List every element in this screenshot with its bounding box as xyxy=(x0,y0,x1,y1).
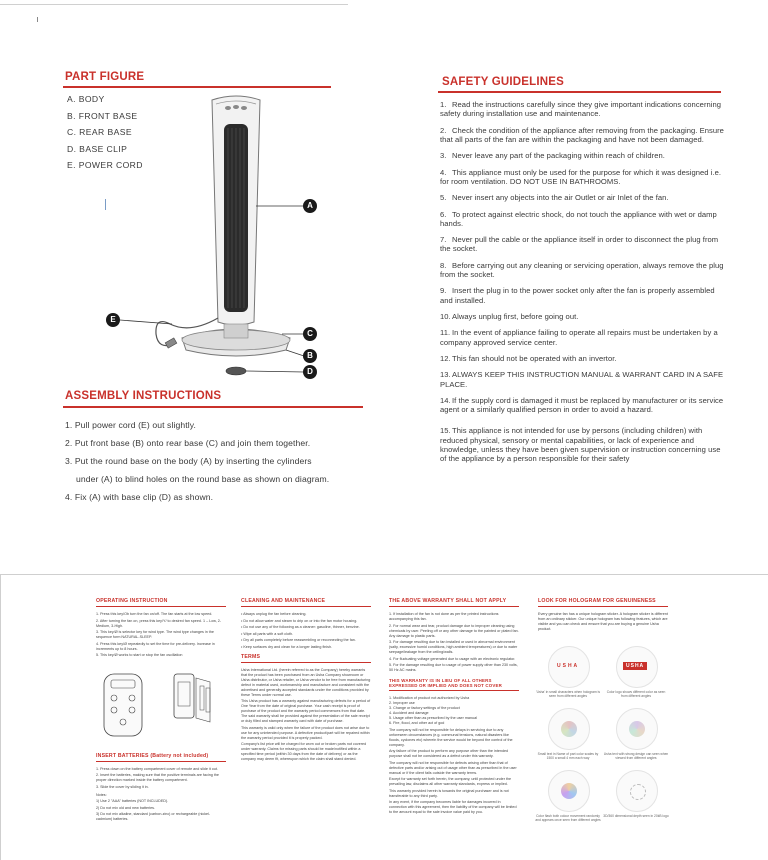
warranty-line: 5. For the damage resulting due to usage of power supply other than 230 volts, 50 Hz AC mains. xyxy=(389,663,518,672)
safety-item: 1. Read the instructions carefully since they give important indications concerning safety during installation use and maintenance. xyxy=(440,100,722,119)
assembly-step: 4. Fix (A) with base clip (D) as shown. xyxy=(65,492,214,502)
lieu-line: The company will not be responsible for delays in servicing due to any unforeseen circumstances (e.g. communal tensions, natural disasters like floods, cyclones etc) wherein the service would be beyond the control of the company. xyxy=(389,727,513,747)
bottom-page-frame xyxy=(0,574,768,575)
safety-item: 10.Always unplug first, before going out. xyxy=(440,311,579,321)
battery-line: Notes: xyxy=(96,792,107,797)
hologram-sample-1 xyxy=(548,646,590,688)
operating-line: 3. This key/Ø is selector key for wind type. The wind type changes in the sequence form NATURAL-SLEEP. xyxy=(96,630,214,639)
hologram-caption: Small text in Name of part color scales by 1500 a small 4 mm each way xyxy=(537,752,599,761)
safety-item: 13.ALWAYS KEEP THIS INSTRUCTION MANUAL & WARRANT CARD IN A SAFE PLACE. xyxy=(440,370,724,389)
cleaning-column xyxy=(241,598,371,764)
remote-control-illustration xyxy=(96,670,226,746)
lieu-line: 5. Usage other than as prescribed by the user manual xyxy=(389,716,477,720)
terms-para: Usha International Ltd. (herein referred to as the Company) hereby warrants that the product has been purchased from an Usha Company showroom or Usha distributor, or Usha retailer, or Usha vendor to be free from manufacturing defect in material used, workmanship and manufacture and consistent with the advertised and generally accepted standards under the conditions provided by these Terms under normal use. xyxy=(241,667,371,697)
safety-item: 12.This fan should not be operated with an invertor. xyxy=(440,353,617,363)
battery-line: 3. Slide the cover by sliding it in. xyxy=(96,784,149,789)
terms-para: This warranty is valid only when the failure of the product does not arise due to use for any unintended purpose. A defective product/part will be repaired within the warranty period provided it is properly packed. xyxy=(241,725,370,740)
assembly-step: under (A) to blind holes on the round base as shown on diagram. xyxy=(76,474,330,484)
assembly-step: 2. Put front base (B) onto rear base (C) and join them together. xyxy=(65,438,311,448)
cleaning-title: CLEANING AND MAINTENANCE xyxy=(241,598,326,604)
callout-e: E xyxy=(106,313,120,327)
warranty-column xyxy=(389,598,519,817)
cleaning-line: • Do not use any of the following as a cleaner: gasoline, thinner, benzine. xyxy=(241,625,360,629)
battery-line: 1) Use 2 "AAA" batteries (NOT INCLUDED). xyxy=(96,799,169,803)
safety-title: SAFETY GUIDELINES xyxy=(442,76,565,88)
callout-b: B xyxy=(303,349,317,363)
safety-item: 3. Never leave any part of the packaging within reach of children. xyxy=(440,151,665,161)
hologram-caption: Color flash both colour movement randomly and appears once seen from different angles xyxy=(535,814,601,823)
assembly-title: ASSEMBLY INSTRUCTIONS xyxy=(65,390,222,402)
callout-c: C xyxy=(303,327,317,341)
terms-para: Company's list price will be charged for worn out or broken parts not covered under warranty. Claims for missing parts should be made/notified within a specified time period (within 30 days from the date of delivery) or as the company may deem fit, whereupon which the claim shall stand denied. xyxy=(241,742,367,761)
lieu-line: 1. Modification of product not authorized by Usha xyxy=(389,696,470,700)
tower-fan-illustration xyxy=(100,88,330,378)
cleaning-line: • Keep surfaces dry and clean for a longer lasting finish. xyxy=(241,644,333,649)
operating-line: 4. Press this key/Ø repeatedly to set the time for pre-delivery. Increase in increments up to 8 hours. xyxy=(96,641,215,651)
warranty-lieu-title: THIS WARRANTY IS IN LIEU OF ALL OTHERS EXPRESSED OR IMPLIED AND DOES NOT COVER xyxy=(389,678,503,688)
operating-line: 1. Press this key/Ob turn the fan on/off. The fan starts at the low speed. xyxy=(96,612,213,616)
lieu-line: Any failure of the product to perform any purpose other than the intended purpose shall not be considered as a defect under this warranty. xyxy=(389,749,509,758)
terms-title: TERMS xyxy=(241,653,261,660)
part-item: C. REAR BASE xyxy=(67,127,132,138)
lieu-line: 3. Change or factory settings of the product xyxy=(389,706,460,710)
safety-item: 4. This appliance must only be used for the purpose for which it was designed i.e. for room ventilation. DO NOT USE IN BATHROOMS. xyxy=(440,167,722,186)
assembly-step: 3. Put the round base on the body (A) by inserting the cylinders xyxy=(65,456,312,466)
lieu-line: This warranty provided herein is towards the original purchaser and is not transferable to any third party. xyxy=(389,788,509,798)
bottom-page-frame-left xyxy=(0,574,1,860)
battery-line: 2. Insert the batteries, making sure that the positive terminals are facing the proper direction marked inside the battery compartment. xyxy=(96,773,219,782)
cleaning-line: • Wipe all parts with a soft cloth. xyxy=(241,631,294,636)
lieu-line: Except for warranty set forth herein, the company, until protected under the prevailing law, disclaims all other warranty standards, express or implied. xyxy=(389,777,512,786)
part-figure-title: PART FIGURE xyxy=(65,71,145,83)
hologram-title: LOOK FOR HOLOGRAM FOR GENUINENESS xyxy=(538,598,656,604)
warranty-line: 3. For damage resulting due to fan installed or used in abnormal environment (salty, excessive humid conditions, high ambient temperatures) or due to water seepage/leakage from the ceiling/walls. xyxy=(389,640,518,654)
hologram-logo: USHA xyxy=(557,663,580,669)
safety-item: 6. To protect against electric shock, do not touch the appliance with wet or damp hands. xyxy=(440,209,717,228)
cleaning-line: • Always unplug the fan before cleaning. xyxy=(241,612,307,616)
terms-para: This Usha product has a warranty against manufacturing defects for a period of One Year from the date of original purchase. Your cash receipt is proof of purchase of the product and the warranty period commences from that date. The said warranty shall be provided against the presentation of the sale receipt or duly filled and stamped warranty card with date of purchase. xyxy=(241,699,371,723)
battery-line: 1. Press down on the battery compartment cover of remote and slide it out. xyxy=(96,766,218,771)
hologram-sample-4 xyxy=(616,708,658,750)
page-mark xyxy=(37,17,38,22)
safety-item: 15.This appliance is not intended for use by persons (including children) with reduced physical, sensory or mental capabilities, or lack of experience and knowledge, unless they have been given supervision or instruction concerning use of the appliance by a person responsible for their safety xyxy=(440,426,721,463)
warranty-line: 2. For normal wear and tear, product damage due to improper cleaning using chemicals by user. Peeling off or any other damage to the painted or plated fan. Any damage to plastic parts. xyxy=(389,623,519,638)
hologram-sample-2 xyxy=(616,646,658,688)
operating-column xyxy=(96,598,226,824)
part-item: B. FRONT BASE xyxy=(67,110,138,121)
safety-item: 8. Before carrying out any cleaning or servicing operation, always remove the plug from the socket. xyxy=(440,260,724,279)
safety-underline xyxy=(438,91,721,93)
safety-list xyxy=(440,100,725,470)
hologram-caption: Usha text with strong design can seen when viewed from different angles xyxy=(603,752,669,761)
operating-line: 2. After turning the fan on, press this key/Y/ to desired fan speed. 1 – Low, 2-Medium, 3-High. xyxy=(96,618,222,628)
battery-line: 3) Do not mix alkaline, standard (carbon-zinc) or rechargeable (nickel-cadmium) batteries. xyxy=(96,812,211,821)
warranty-line: 1. If installation of the fan is not done as per the printed instructions accompanying this fan. xyxy=(389,612,499,621)
operating-line: 5. This key/Ø works to start or stop the fan oscillation xyxy=(96,653,183,657)
safety-item: 11. In the event of appliance failing to operate all repairs must be undertaken by a company approved service center. xyxy=(440,328,718,347)
operating-title: OPERATING INSTRUCTION xyxy=(96,598,168,604)
hologram-logo: USHA xyxy=(623,662,647,670)
safety-item: 2. Check the condition of the appliance after removing from the packaging. Ensure that all parts of the fan are within the packaging and have not been damaged. xyxy=(440,125,724,144)
cleaning-line: • Do not allow water and steam to drip on or into the fan motor housing. xyxy=(241,618,358,623)
hologram-sample-6 xyxy=(616,770,658,812)
lieu-line: 2. Improper use xyxy=(389,701,415,705)
hologram-sample-5 xyxy=(548,770,590,812)
assembly-steps xyxy=(65,416,329,506)
callout-a: A xyxy=(303,199,317,213)
battery-line: 2) Do not mix old and new batteries. xyxy=(96,805,156,810)
callout-d: D xyxy=(303,365,317,379)
part-item: E. POWER CORD xyxy=(67,160,143,171)
lieu-line: 4. Accident and damage xyxy=(389,711,429,715)
safety-item: 14.If the supply cord is damaged it must be replaced by manufacturer or its service agent or a similarly qualified person in order to avoid a hazard. xyxy=(440,395,724,415)
assembly-step: 1. Pull power cord (E) out slightly. xyxy=(65,420,196,430)
hologram-intro: Every genuine fan has a unique hologram sticker. A hologram sticker is different from an ordinary sticker. Our unique hologram has following features, which are visible and you can check and ensure that you are buying a genuine Usha product. xyxy=(538,612,668,631)
safety-item: 9. Insert the plug in to the power socket only after the fan is properly assembled and installed. xyxy=(440,286,715,305)
hologram-caption: Color logo shows different color as seen from different angles xyxy=(606,690,666,699)
part-item: D. BASE CLIP xyxy=(67,143,128,154)
lieu-line: The company will not be responsible for defects arising other than that of defective parts and/or arising out of usage other than as prescribed in the user manual or if the client fails outside the warranty terms. xyxy=(389,760,517,775)
part-item: A. BODY xyxy=(67,94,105,104)
lieu-line: 6. Fire, flood, and other act of god xyxy=(389,721,445,725)
safety-item: 7. Never pull the cable or the appliance itself in order to disconnect the plug from the socket. xyxy=(440,235,719,254)
batteries-title: INSERT BATTERIES (Battery not included) xyxy=(96,752,209,759)
hologram-caption: 'Usha' in small characters when hologram is seen from different angles xyxy=(535,690,601,699)
lieu-line: In any event, if the company becomes liable for damages incurred in connection with this agreement, then the liability of the company will be limited to the amount equal to the sale invoice value paid by you. xyxy=(389,800,517,814)
assembly-underline xyxy=(63,406,363,408)
cleaning-line: • Dry all parts completely before reassembling or reconnecting the fan. xyxy=(241,638,356,642)
top-rule-right xyxy=(0,4,348,5)
fan-base-clip xyxy=(226,367,246,375)
hologram-sample-3 xyxy=(548,708,590,750)
safety-item: 5. Never insert any objects into the air Outlet or air Inlet of the fan. xyxy=(440,193,669,203)
warranty-line: 4. For fluctuating voltage generated due to usage with an electronic regulator. xyxy=(389,656,516,661)
hologram-column xyxy=(538,598,668,634)
hologram-caption: 3D/360 dimensional depth seen in 20kB logo xyxy=(603,814,669,818)
warranty-title: THE ABOVE WARRANTY SHALL NOT APPLY xyxy=(389,598,507,604)
bottom-page xyxy=(0,574,768,860)
